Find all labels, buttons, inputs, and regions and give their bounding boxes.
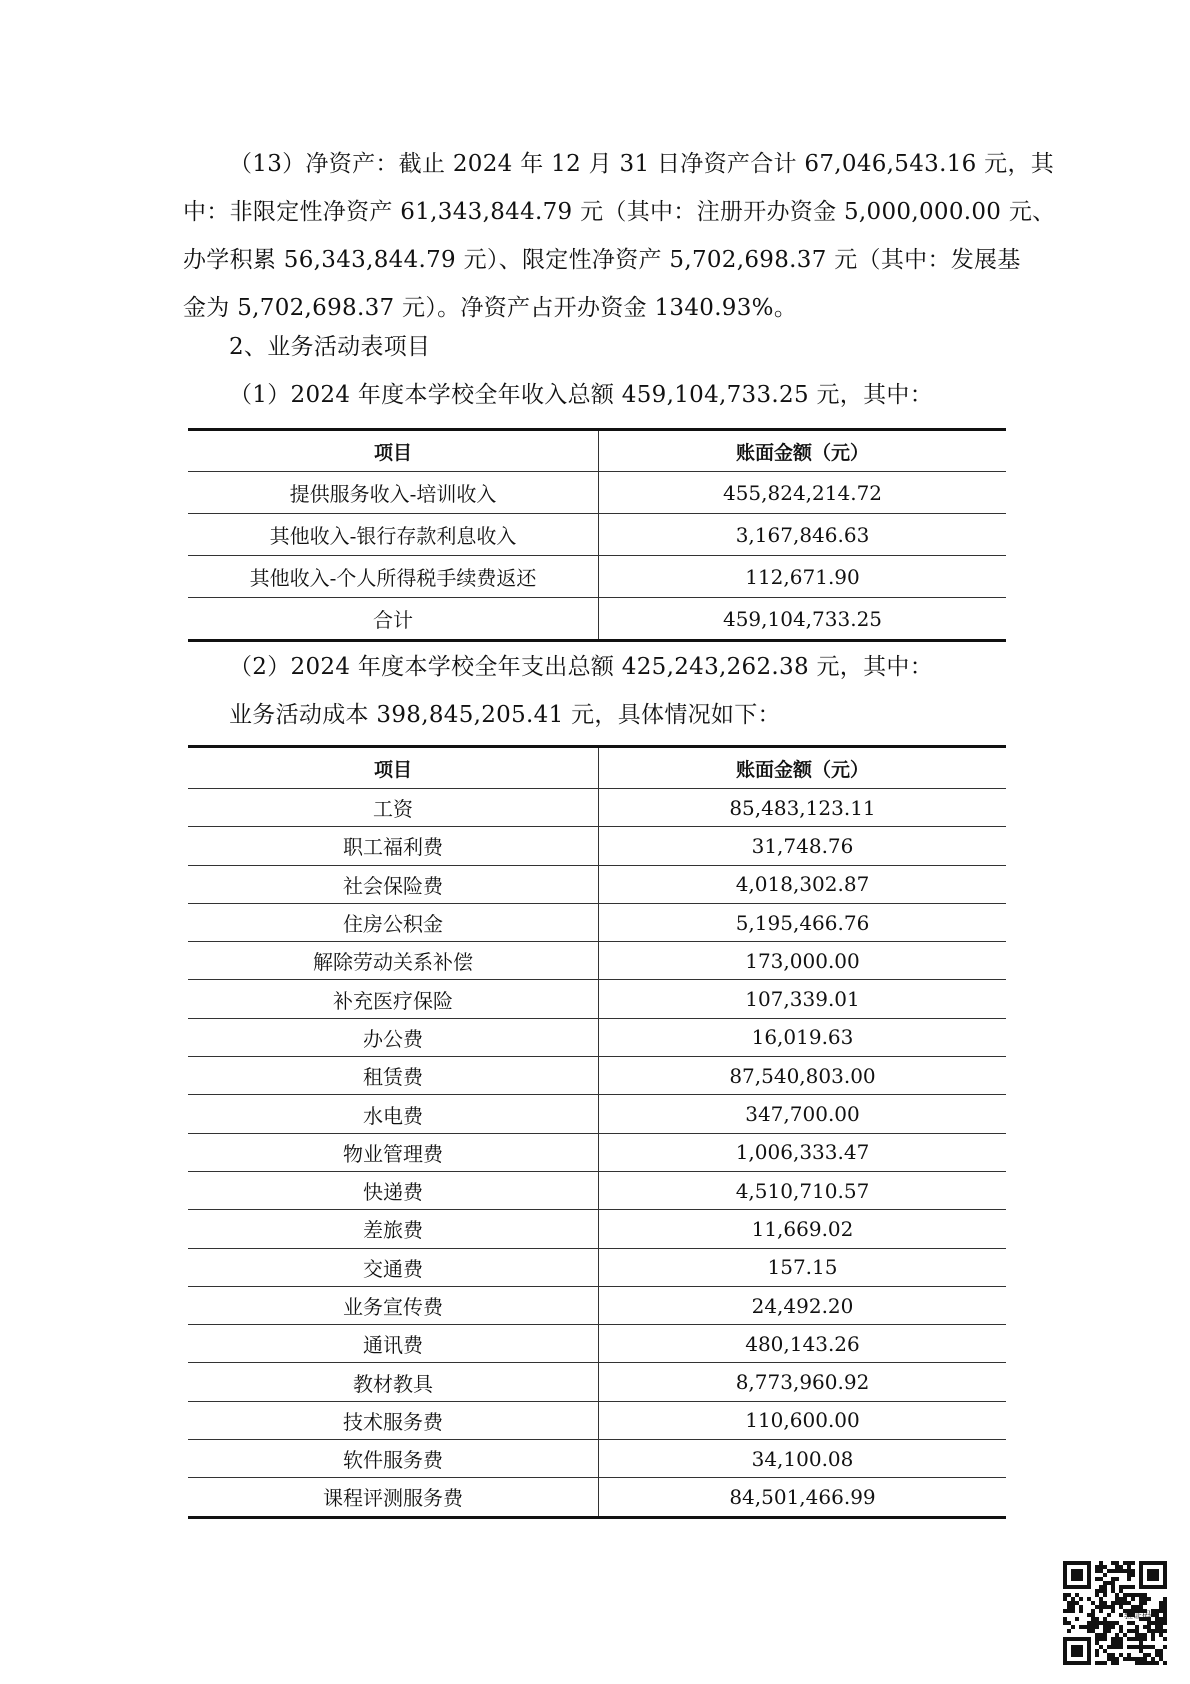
row-amount: 8,773,960.92 bbox=[599, 1363, 1007, 1401]
table-row bbox=[188, 1325, 1006, 1363]
row-item: 合计 bbox=[188, 598, 599, 641]
table-row bbox=[188, 1286, 1006, 1324]
row-amount: 112,671.90 bbox=[599, 556, 1007, 598]
column-header-item: 项目 bbox=[188, 747, 599, 789]
table-row bbox=[188, 472, 1006, 514]
row-amount: 85,483,123.11 bbox=[599, 789, 1007, 827]
row-item: 职工福利费 bbox=[188, 827, 599, 865]
row-item: 课程评测服务费 bbox=[188, 1478, 599, 1517]
table-row bbox=[188, 1057, 1006, 1095]
table-row bbox=[188, 827, 1006, 865]
qr-label: 验证码 bbox=[1124, 1611, 1152, 1621]
row-item: 工资 bbox=[188, 789, 599, 827]
row-amount: 1,006,333.47 bbox=[599, 1133, 1007, 1171]
row-item: 提供服务收入-培训收入 bbox=[188, 472, 599, 514]
table-row bbox=[188, 1133, 1006, 1171]
table-row bbox=[188, 1210, 1006, 1248]
income-table bbox=[188, 428, 1006, 642]
table-row bbox=[188, 1401, 1006, 1439]
row-item: 办公费 bbox=[188, 1018, 599, 1056]
row-item: 水电费 bbox=[188, 1095, 599, 1133]
row-item: 补充医疗保险 bbox=[188, 980, 599, 1018]
row-amount: 157.15 bbox=[599, 1248, 1007, 1286]
column-header-amount: 账面金额（元） bbox=[599, 747, 1007, 789]
row-amount: 455,824,214.72 bbox=[599, 472, 1007, 514]
net-assets-line-2: 中：非限定性净资产 61,343,844.79 元（其中：注册开办资金 5,000,000.00 元、 bbox=[183, 199, 1056, 225]
row-amount: 347,700.00 bbox=[599, 1095, 1007, 1133]
row-item: 其他收入-个人所得税手续费返还 bbox=[188, 556, 599, 598]
row-amount: 480,143.26 bbox=[599, 1325, 1007, 1363]
row-item: 通讯费 bbox=[188, 1325, 599, 1363]
table-row bbox=[188, 980, 1006, 1018]
row-amount: 3,167,846.63 bbox=[599, 514, 1007, 556]
net-assets-paragraph bbox=[183, 140, 1056, 332]
net-assets-line-4: 金为 5,702,698.37 元）。净资产占开办资金 1340.93%。 bbox=[183, 295, 798, 321]
row-item: 租赁费 bbox=[188, 1057, 599, 1095]
income-intro: （1）2024 年度本学校全年收入总额 459,104,733.25 元，其中： bbox=[229, 382, 933, 408]
table-header-row bbox=[188, 430, 1006, 472]
row-item: 交通费 bbox=[188, 1248, 599, 1286]
row-amount: 4,510,710.57 bbox=[599, 1171, 1007, 1209]
row-item: 住房公积金 bbox=[188, 903, 599, 941]
net-assets-line-3: 办学积累 56,343,844.79 元）、限定性净资产 5,702,698.37 元（其中：发展基 bbox=[183, 247, 1021, 273]
row-item: 其他收入-银行存款利息收入 bbox=[188, 514, 599, 556]
cost-intro: 业务活动成本 398,845,205.41 元，具体情况如下： bbox=[229, 702, 781, 728]
row-amount: 173,000.00 bbox=[599, 942, 1007, 980]
row-amount: 24,492.20 bbox=[599, 1286, 1007, 1324]
table-row bbox=[188, 1363, 1006, 1401]
total-row bbox=[188, 598, 1006, 641]
row-amount: 459,104,733.25 bbox=[599, 598, 1007, 641]
table-row bbox=[188, 789, 1006, 827]
row-amount: 87,540,803.00 bbox=[599, 1057, 1007, 1095]
row-item: 教材教具 bbox=[188, 1363, 599, 1401]
column-header-item: 项目 bbox=[188, 430, 599, 472]
table-row bbox=[188, 903, 1006, 941]
table-row bbox=[188, 865, 1006, 903]
row-amount: 31,748.76 bbox=[599, 827, 1007, 865]
row-item: 快递费 bbox=[188, 1171, 599, 1209]
table-row bbox=[188, 1095, 1006, 1133]
expense-intro: （2）2024 年度本学校全年支出总额 425,243,262.38 元，其中： bbox=[229, 654, 933, 680]
row-item: 差旅费 bbox=[188, 1210, 599, 1248]
table-row bbox=[188, 556, 1006, 598]
table-row bbox=[188, 942, 1006, 980]
row-amount: 16,019.63 bbox=[599, 1018, 1007, 1056]
row-item: 软件服务费 bbox=[188, 1440, 599, 1478]
table-header-row bbox=[188, 747, 1006, 789]
row-item: 物业管理费 bbox=[188, 1133, 599, 1171]
row-amount: 84,501,466.99 bbox=[599, 1478, 1007, 1517]
row-amount: 110,600.00 bbox=[599, 1401, 1007, 1439]
row-item: 解除劳动关系补偿 bbox=[188, 942, 599, 980]
row-amount: 107,339.01 bbox=[599, 980, 1007, 1018]
row-item: 技术服务费 bbox=[188, 1401, 599, 1439]
row-item: 业务宣传费 bbox=[188, 1286, 599, 1324]
net-assets-line-1: （13）净资产：截止 2024 年 12 月 31 日净资产合计 67,046,543.16 元，其 bbox=[229, 151, 1055, 177]
cost-table bbox=[188, 745, 1006, 1519]
table-row bbox=[188, 1248, 1006, 1286]
table-row bbox=[188, 514, 1006, 556]
row-amount: 4,018,302.87 bbox=[599, 865, 1007, 903]
table-row bbox=[188, 1018, 1006, 1056]
row-amount: 5,195,466.76 bbox=[599, 903, 1007, 941]
table-row bbox=[188, 1171, 1006, 1209]
row-amount: 11,669.02 bbox=[599, 1210, 1007, 1248]
row-item: 社会保险费 bbox=[188, 865, 599, 903]
column-header-amount: 账面金额（元） bbox=[599, 430, 1007, 472]
section-heading: 2、业务活动表项目 bbox=[229, 334, 431, 360]
table-row bbox=[188, 1440, 1006, 1478]
qr-code-graphic bbox=[1062, 1560, 1168, 1668]
table-row bbox=[188, 1478, 1006, 1517]
qr-code-icon[interactable] bbox=[1062, 1560, 1168, 1668]
row-amount: 34,100.08 bbox=[599, 1440, 1007, 1478]
